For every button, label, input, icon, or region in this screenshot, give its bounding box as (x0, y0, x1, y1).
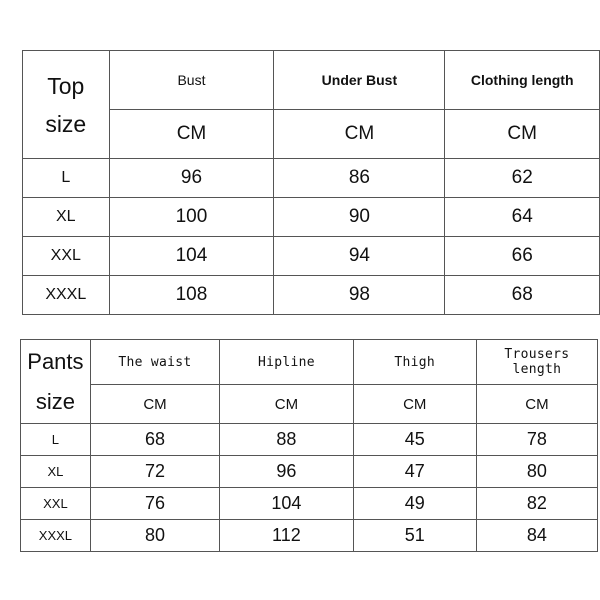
table-cell: 100 (109, 198, 274, 237)
pants-title-line2: size (35, 388, 75, 414)
pants-size-table (20, 339, 598, 552)
table-row (23, 198, 600, 237)
table-cell: 68 (445, 276, 600, 315)
table-cell: 80 (476, 456, 597, 488)
top-col-under-bust: Under Bust (274, 51, 445, 110)
table-row (23, 159, 600, 198)
pants-unit-waist: CM (90, 385, 219, 424)
table-cell: 96 (220, 456, 353, 488)
table-cell: 66 (445, 237, 600, 276)
size-label: XXL (23, 237, 110, 276)
size-label: XXXL (23, 276, 110, 315)
table-cell: 82 (476, 488, 597, 520)
table-cell: 88 (220, 424, 353, 456)
table-cell: 104 (220, 488, 353, 520)
table-cell: 64 (445, 198, 600, 237)
table-cell: 51 (353, 520, 476, 552)
table-cell: 76 (90, 488, 219, 520)
size-label: XL (21, 456, 91, 488)
table-row (23, 237, 600, 276)
top-unit-under-bust: CM (274, 110, 445, 159)
top-size-table (22, 50, 600, 315)
table-cell: 86 (274, 159, 445, 198)
table-row (23, 276, 600, 315)
table-cell: 94 (274, 237, 445, 276)
table-cell: 49 (353, 488, 476, 520)
table-cell: 96 (109, 159, 274, 198)
size-label: XXXL (21, 520, 91, 552)
table-cell: 78 (476, 424, 597, 456)
table-cell: 98 (274, 276, 445, 315)
size-label: L (21, 424, 91, 456)
table-cell: 104 (109, 237, 274, 276)
pants-col-trousers-length: Trousers length (476, 340, 597, 385)
table-cell: 68 (90, 424, 219, 456)
table-row (21, 520, 598, 552)
pants-unit-hipline: CM (220, 385, 353, 424)
top-size-title (23, 51, 110, 159)
pants-col-waist: The waist (90, 340, 219, 385)
table-cell: 80 (90, 520, 219, 552)
size-label: XXL (21, 488, 91, 520)
table-cell: 72 (90, 456, 219, 488)
top-unit-clothing-length: CM (445, 110, 600, 159)
top-unit-bust: CM (109, 110, 274, 159)
table-cell: 112 (220, 520, 353, 552)
pants-unit-trousers-length: CM (476, 385, 597, 424)
table-row (21, 424, 598, 456)
pants-col-thigh: Thigh (353, 340, 476, 385)
top-col-bust: Bust (109, 51, 274, 110)
table-row (21, 488, 598, 520)
table-cell: 90 (274, 198, 445, 237)
table-cell: 45 (353, 424, 476, 456)
table-cell: 84 (476, 520, 597, 552)
table-cell: 108 (109, 276, 274, 315)
top-col-clothing-length: Clothing length (445, 51, 600, 110)
pants-col-hipline: Hipline (220, 340, 353, 385)
size-label: XL (23, 198, 110, 237)
top-title-line2: size (45, 110, 87, 137)
table-row (21, 456, 598, 488)
size-label: L (23, 159, 110, 198)
pants-unit-thigh: CM (353, 385, 476, 424)
table-cell: 47 (353, 456, 476, 488)
pants-title-line1: Pants (27, 348, 84, 374)
pants-size-title (21, 340, 91, 424)
top-title-line1: Top (47, 72, 85, 99)
table-cell: 62 (445, 159, 600, 198)
